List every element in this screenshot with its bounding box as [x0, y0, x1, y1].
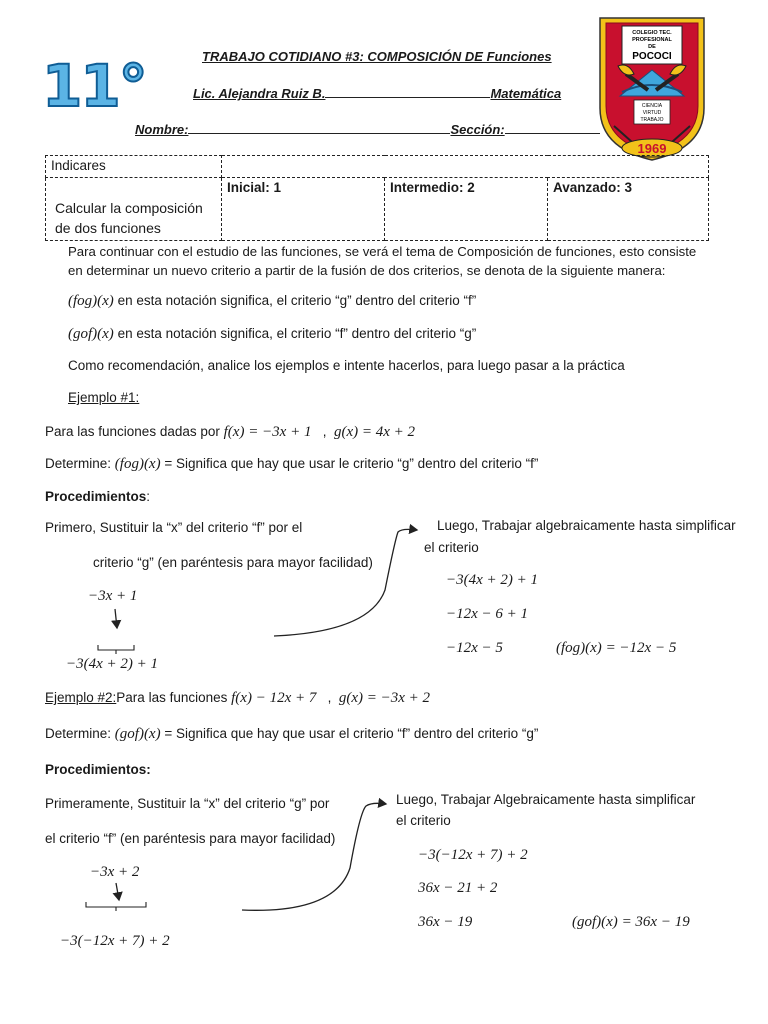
subject-name: Matemática [490, 86, 562, 101]
example1-step1-line1: Primero, Sustituir la “x” del criterio “f” por el [45, 520, 303, 535]
logo-motto2: VIRTUD [642, 110, 662, 116]
example1-procedures [45, 489, 150, 504]
logo-line3: DE [648, 44, 656, 50]
example2-expr-top: −3x + 2 [90, 864, 140, 880]
intro-line-1: Para continuar con el estudio de las funciones, se verá el tema de Composición de funciones, esto consiste [68, 244, 697, 259]
example2-determine-label: Determine: [45, 726, 115, 741]
notation-fog [68, 293, 476, 310]
example2-result-value: = 36x − 19 [617, 914, 690, 930]
example1-line-3: −12x − 5 [446, 640, 503, 656]
example2-curved-arrow [242, 803, 386, 910]
example1-line-2: −12x − 6 + 1 [446, 606, 529, 622]
example1-result-math: (fog)(x) [556, 640, 602, 656]
example2-line-1: −3(−12x + 7) + 2 [418, 847, 528, 863]
logo-line1: COLEGIO TEC. [632, 30, 672, 36]
logo-motto3: TRABAJO [640, 117, 664, 123]
example1-label: Ejemplo #1: [68, 390, 140, 405]
example1-curved-arrow [274, 529, 417, 636]
notation-gof-text: en esta notación significa, el criterio “f” dentro del criterio “g” [113, 326, 477, 341]
section-field[interactable] [505, 133, 600, 134]
example2-f: f(x) − 12x + 7 [231, 690, 317, 706]
example1-procedures-colon: : [146, 489, 151, 504]
example2-brace [86, 902, 146, 911]
example2-line-3: 36x − 19 [418, 914, 473, 930]
example1-g: g(x) = 4x + 2 [333, 424, 416, 440]
notation-fog-math: (fog)(x) [68, 293, 114, 309]
example1-step2-line1: Luego, Trabajar algebraicamente hasta simplificar [437, 518, 736, 533]
indicators-table [45, 155, 709, 241]
example1-down-arrow [115, 609, 117, 628]
example1-given [45, 424, 415, 441]
example2-step1-line1: Primeramente, Sustituir la “x” del criterio “g” por [45, 796, 330, 811]
recommendation: Como recomendación, analice los ejemplos e intente hacerlos, para luego pasar a la práctica [68, 358, 625, 373]
example1-determine [45, 456, 538, 473]
logo-motto1: CIENCIA [641, 103, 663, 109]
example2-given [45, 690, 430, 707]
example2-procedures: Procedimientos: [45, 762, 151, 777]
student-info-line [135, 122, 600, 137]
indicators-header: Indicares [46, 156, 222, 178]
logo-line2: PROFESIONAL [632, 37, 672, 43]
intro-line-2: en determinar un nuevo criterio a partir de la fusión de dos criterios, se denota de la siguiente manera: [68, 263, 666, 278]
worksheet-title: TRABAJO COTIDIANO #3: COMPOSICIÓN DE Funciones [202, 49, 552, 64]
example1-determine-math: (fog)(x) [114, 456, 161, 472]
school-logo [592, 8, 712, 163]
example2-given-text: Para las funciones [116, 690, 232, 705]
example2-down-arrow [116, 883, 119, 900]
example2-step2-line1: Luego, Trabajar Algebraicamente hasta simplificar [396, 792, 696, 807]
example1-brace [98, 645, 134, 654]
level-advanced: Avanzado: 3 [548, 178, 709, 241]
example2-step1-line2: el criterio “f” (en paréntesis para mayor facilidad) [45, 831, 336, 846]
example1-step1-line2: criterio “g” (en paréntesis para mayor facilidad) [93, 555, 373, 570]
level-intermediate: Intermedio: 2 [385, 178, 548, 241]
example2-determine-text: = Significa que hay que usar el criterio “f” dentro del criterio “g” [160, 726, 539, 741]
name-label: Nombre: [135, 122, 189, 137]
section-label: Sección: [450, 122, 505, 137]
teacher-name: Lic. Alejandra Ruiz B. [193, 86, 326, 101]
example1-sep: , [311, 424, 334, 439]
example2-result [572, 914, 690, 931]
teacher-line [193, 86, 561, 101]
example1-expr-sub: −3(4x + 2) + 1 [66, 656, 159, 672]
example2-g: g(x) = −3x + 2 [338, 690, 431, 706]
example1-line-1: −3(4x + 2) + 1 [446, 572, 539, 588]
logo-year: 1969 [637, 141, 667, 156]
example1-determine-label: Determine: [45, 456, 115, 471]
example1-f: f(x) = −3x + 1 [223, 424, 312, 440]
example2-label: Ejemplo #2: [45, 690, 117, 705]
example2-step2-line2: el criterio [396, 813, 451, 828]
example2-determine [45, 726, 538, 743]
example2-determine-math: (gof)(x) [114, 726, 161, 742]
example1-determine-text: = Significa que hay que usar le criterio “g” dentro del criterio “f” [160, 456, 539, 471]
name-field[interactable] [188, 133, 450, 134]
example2-line-2: 36x − 21 + 2 [418, 880, 498, 896]
example2-expr-sub: −3(−12x + 7) + 2 [60, 933, 170, 949]
indicator-text: Calcular la composición de dos funciones [46, 178, 222, 241]
example1-given-text: Para las funciones dadas por [45, 424, 224, 439]
notation-fog-text: en esta notación significa, el criterio “g” dentro del criterio “f” [113, 293, 477, 308]
example1-result-value: = −12x − 5 [601, 640, 677, 656]
example1-step2-line2: el criterio [424, 540, 479, 555]
example2-sep: , [316, 690, 339, 705]
grade-number: 11° [42, 52, 146, 120]
level-initial: Inicial: 1 [222, 178, 385, 241]
logo-line4: POCOCI [632, 51, 672, 62]
example1-result [556, 640, 676, 657]
notation-gof [68, 326, 476, 343]
example2-result-math: (gof)(x) [572, 914, 618, 930]
example1-procedures-label: Procedimientos [45, 489, 147, 504]
example1-expr-top: −3x + 1 [88, 588, 138, 604]
notation-gof-math: (gof)(x) [68, 326, 114, 342]
